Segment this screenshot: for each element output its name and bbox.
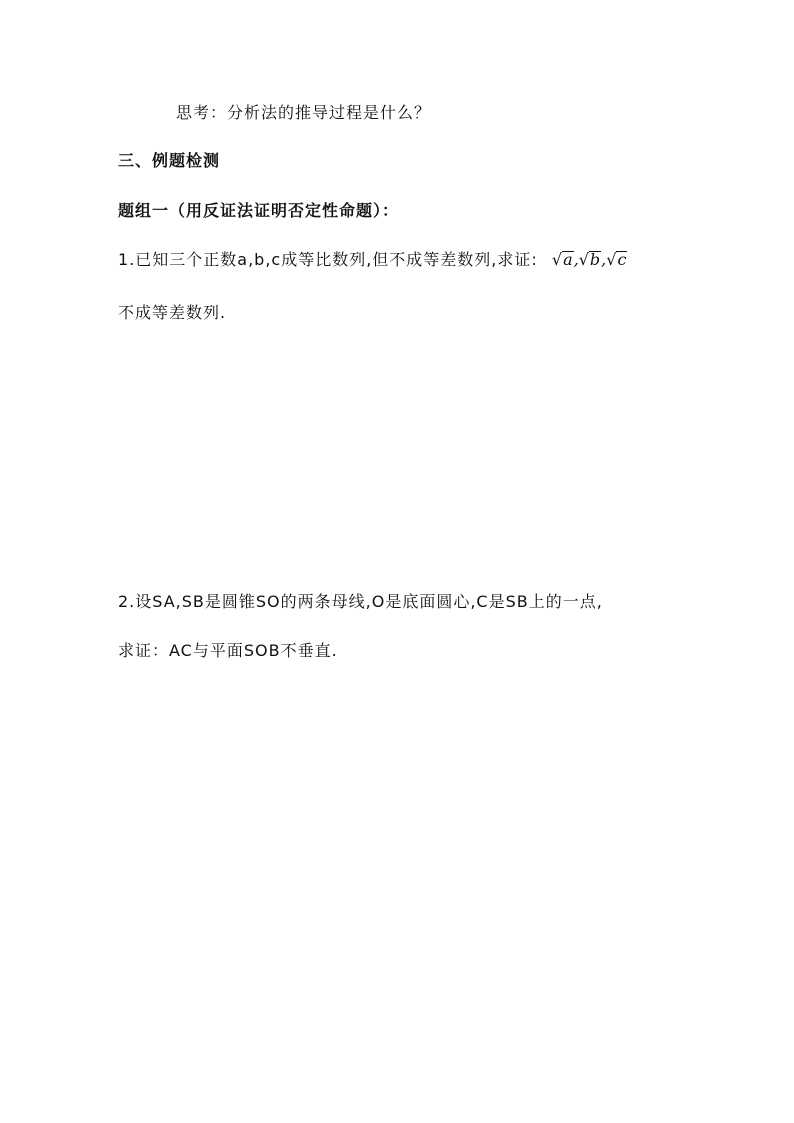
think-prompt: 思考：分析法的推导过程是什么？ [176,103,432,122]
question-1-formula: √a,√b,√c [551,250,627,269]
section-heading: 三、例题检测 [118,151,221,170]
question-2-line-2: 求证：AC与平面SOB不垂直. [118,641,338,660]
question-1-line-1 [118,247,627,270]
group-heading: 题组一（用反证法证明否定性命题）： [118,201,400,220]
question-2-line-1: 2.设SA,SB是圆锥SO的两条母线,O是底面圆心,C是SB上的一点, [118,592,603,611]
question-1-text: 1.已知三个正数a,b,c成等比数列,但不成等差数列,求证: [118,250,538,269]
sqrt-a: √a [551,250,573,269]
sqrt-b: √b [578,250,601,269]
question-1-line-2: 不成等差数列. [118,303,227,322]
sqrt-c: √c [606,250,627,269]
